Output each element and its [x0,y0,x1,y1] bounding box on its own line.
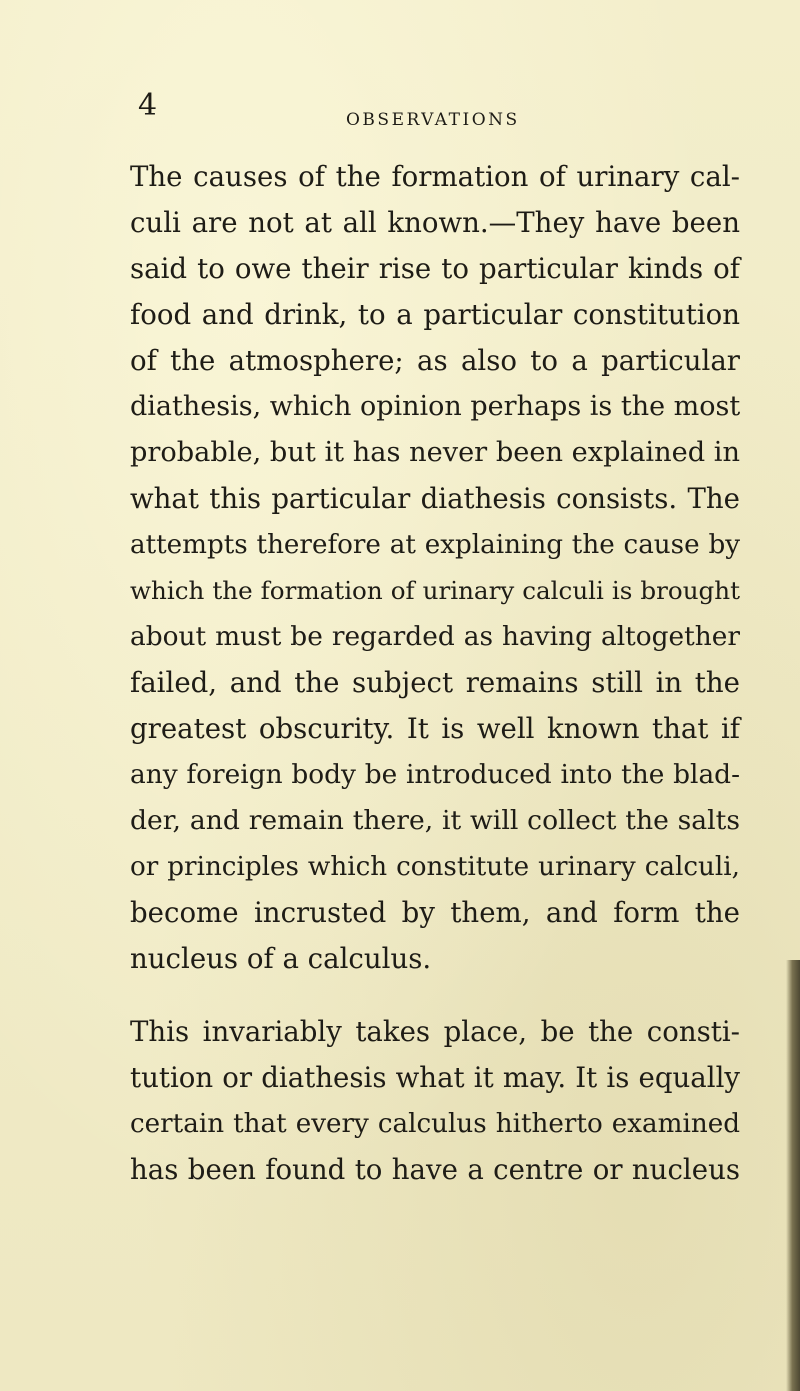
text-line: become incrusted by them, and form the [130,896,740,929]
text-line: der, and remain there, it will collect the salts [130,805,740,836]
text-line: attempts therefore at explaining the cause by [130,530,740,560]
text-line: certain that every calculus hitherto examined [130,1109,740,1139]
text-line: of the atmosphere; as also to a particular [130,344,740,377]
text-line: any foreign body be introduced into the blad- [130,759,740,790]
text-line: culi are not at all known.—They have been [130,206,740,239]
page-number: 4 [138,88,158,123]
page-edge-shadow [786,960,800,1391]
text-line: This invariably takes place, be the consti- [130,1015,740,1048]
text-line: failed, and the subject remains still in the [130,666,740,699]
text-line: probable, but it has never been explained in [130,437,740,468]
paragraph-2 [130,1009,740,1193]
text-line: tution or diathesis what it may. It is equally [130,1061,740,1094]
text-line: The causes of the formation of urinary cal- [130,160,740,193]
text-line: or principles which constitute urinary calculi, [130,852,740,882]
text-line: which the formation of urinary calculi is brought [130,576,740,605]
text-line: has been found to have a centre or nucleus [130,1153,740,1186]
text-line: said to owe their rise to particular kinds of [130,252,740,285]
text-line: nucleus of a calculus. [130,942,432,975]
paragraph-1 [130,154,740,982]
running-head: OBSERVATIONS [346,110,520,130]
text-line: about must be regarded as having altogether [130,621,740,652]
text-line: greatest obscurity. It is well known that if [130,712,740,745]
text-line: what this particular diathesis consists. The [130,482,740,515]
text-line: food and drink, to a particular constitution [130,298,740,331]
text-line: diathesis, which opinion perhaps is the most [130,391,741,422]
